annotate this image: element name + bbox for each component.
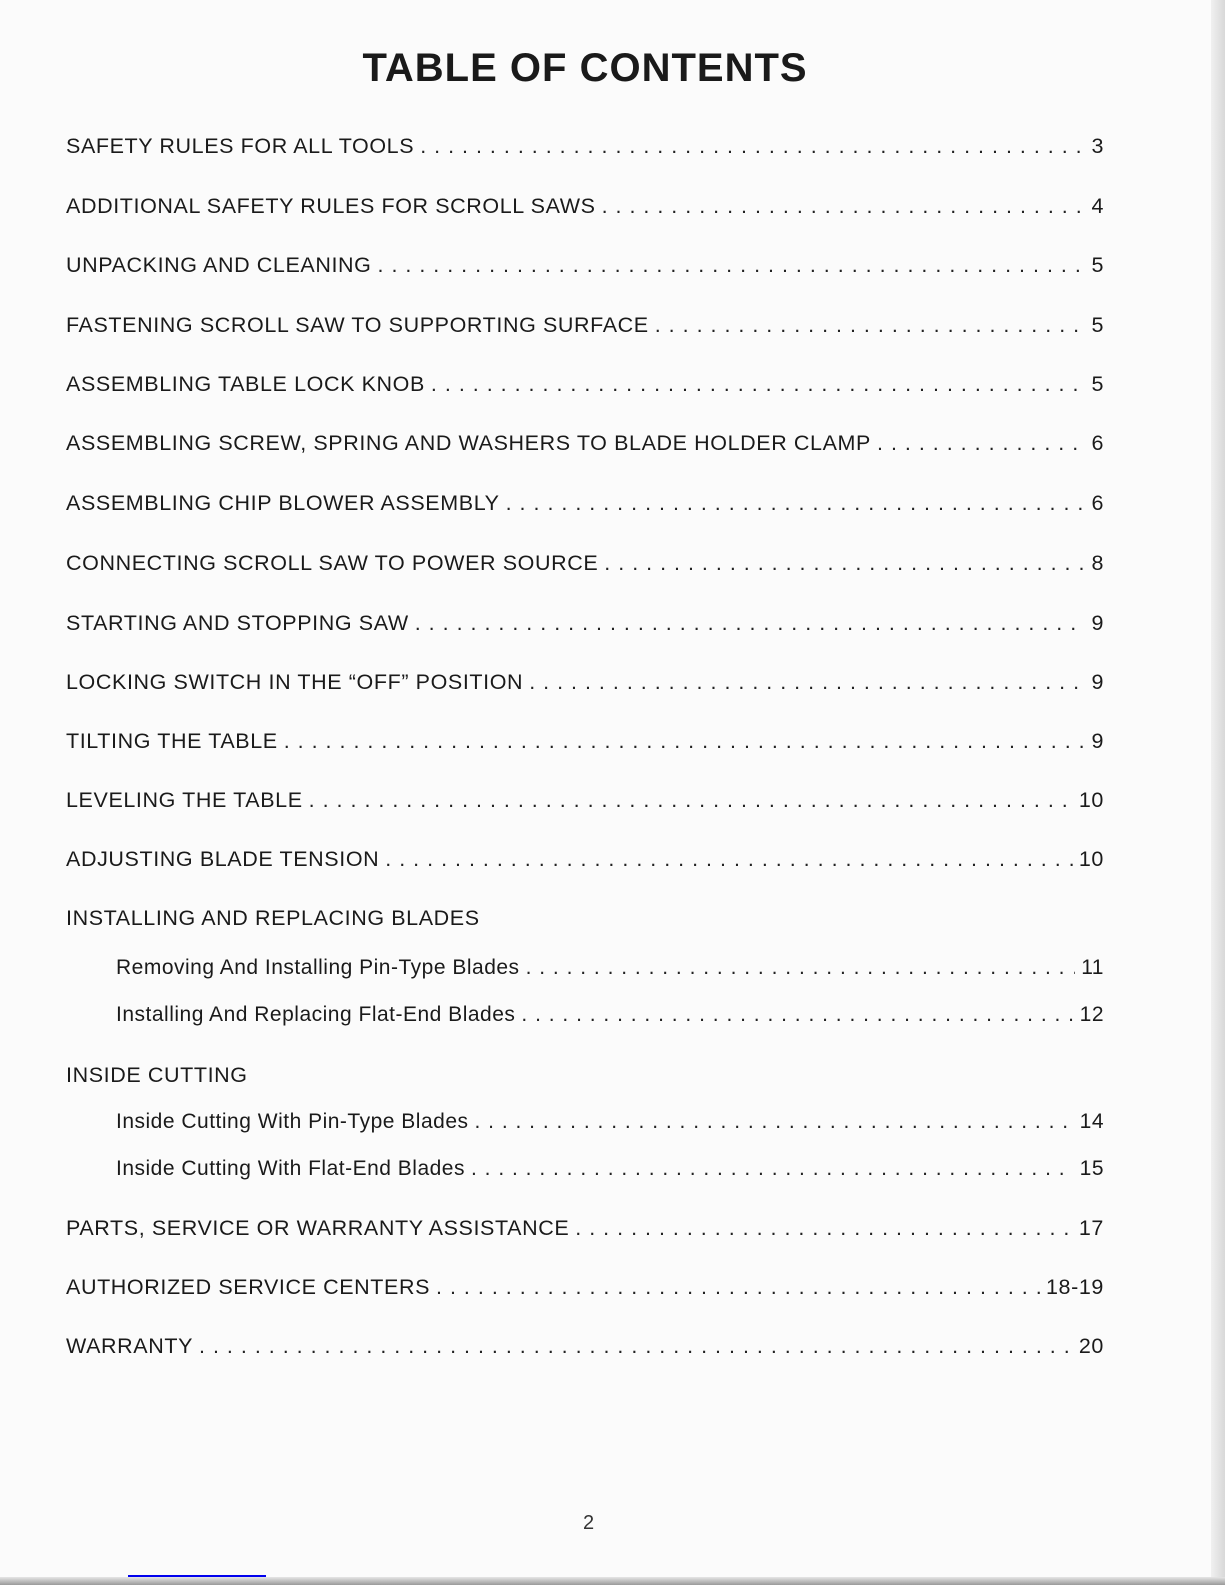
toc-entry-label: ASSEMBLING SCREW, SPRING AND WASHERS TO BLADE HOLDER CLAMP — [66, 431, 871, 455]
dot-leader — [604, 551, 1085, 576]
toc-entry-page: 5 — [1091, 313, 1104, 337]
dot-leader — [471, 1157, 1074, 1181]
toc-entry-page: 10 — [1078, 847, 1104, 871]
page-number: 2 — [583, 1512, 595, 1534]
toc-entry-page: 4 — [1091, 194, 1104, 218]
dot-leader — [415, 611, 1086, 636]
toc-entry — [66, 788, 1104, 816]
toc-entry — [66, 313, 1104, 341]
toc-section-heading — [66, 1063, 1104, 1091]
toc-entry — [66, 194, 1104, 222]
dot-leader — [877, 431, 1085, 456]
toc-entry — [66, 372, 1104, 400]
toc-entry-label: LOCKING SWITCH IN THE “OFF” POSITION — [66, 670, 524, 694]
toc-entry-label: Installing And Replacing Flat-End Blades — [116, 1003, 516, 1026]
toc-entry-label: WARRANTY — [66, 1334, 194, 1358]
toc-entry-label: INSIDE CUTTING — [66, 1063, 248, 1087]
toc-entry-label: LEVELING THE TABLE — [66, 788, 303, 812]
toc-entry-page: 8 — [1091, 551, 1104, 575]
dot-leader — [309, 788, 1073, 813]
scan-artifact-line — [128, 1575, 266, 1577]
toc-entry-page: 17 — [1078, 1216, 1104, 1240]
toc-entry-label: PARTS, SERVICE OR WARRANTY ASSISTANCE — [66, 1216, 570, 1240]
dot-leader — [475, 1110, 1074, 1134]
toc-section-heading — [66, 906, 1104, 934]
dot-leader — [436, 1275, 1040, 1300]
toc-entry — [66, 253, 1104, 281]
toc-entry — [66, 134, 1104, 162]
toc-entry-page: 3 — [1091, 134, 1104, 158]
toc-entry-label: INSTALLING AND REPLACING BLADES — [66, 906, 480, 930]
toc-entry-page: 20 — [1078, 1334, 1104, 1358]
toc-entry-label: SAFETY RULES FOR ALL TOOLS — [66, 134, 415, 158]
dot-leader — [378, 253, 1086, 278]
toc-entry-page: 18-19 — [1046, 1275, 1104, 1299]
toc-entry-page: 9 — [1091, 729, 1104, 753]
toc-entry-label: TILTING THE TABLE — [66, 729, 278, 753]
toc-entry — [116, 1110, 1104, 1138]
toc-entry-label: ADJUSTING BLADE TENSION — [66, 847, 380, 871]
toc-entry — [66, 1216, 1104, 1244]
toc-entry-page: 14 — [1079, 1110, 1104, 1133]
toc-entry — [66, 847, 1104, 875]
toc-entry-label: ASSEMBLING TABLE LOCK KNOB — [66, 372, 425, 396]
toc-entry-label: STARTING AND STOPPING SAW — [66, 611, 409, 635]
toc-entry-label: CONNECTING SCROLL SAW TO POWER SOURCE — [66, 551, 599, 575]
toc-entry-page: 9 — [1091, 670, 1104, 694]
toc-entry-label: ASSEMBLING CHIP BLOWER ASSEMBLY — [66, 491, 500, 515]
dot-leader — [526, 956, 1076, 980]
dot-leader — [420, 134, 1085, 159]
dot-leader — [506, 491, 1086, 516]
toc-entry-label: ADDITIONAL SAFETY RULES FOR SCROLL SAWS — [66, 194, 596, 218]
toc-entry-label: AUTHORIZED SERVICE CENTERS — [66, 1275, 431, 1299]
dot-leader — [602, 194, 1086, 219]
toc-entry — [66, 1334, 1104, 1362]
toc-entry-page: 6 — [1091, 491, 1104, 515]
toc-entry — [116, 1003, 1104, 1031]
toc-entry-label: Inside Cutting With Pin-Type Blades — [116, 1110, 469, 1133]
toc-entry — [66, 670, 1104, 698]
toc-entry — [66, 729, 1104, 757]
scan-bottom-edge — [0, 1577, 1225, 1585]
toc-entry-page: 15 — [1079, 1157, 1104, 1180]
toc-entry — [116, 956, 1104, 984]
toc-entry-page: 11 — [1081, 956, 1104, 979]
dot-leader — [655, 313, 1086, 338]
dot-leader — [199, 1334, 1073, 1359]
dot-leader — [284, 729, 1086, 754]
toc-entry-label: UNPACKING AND CLEANING — [66, 253, 372, 277]
page-title: TABLE OF CONTENTS — [362, 46, 808, 90]
toc-entry-page: 5 — [1091, 253, 1104, 277]
dot-leader — [521, 1003, 1073, 1027]
toc-entry-page: 9 — [1091, 611, 1104, 635]
dot-leader — [529, 670, 1085, 695]
page-edge — [1211, 0, 1225, 1585]
dot-leader — [575, 1216, 1073, 1241]
toc-entry — [66, 1275, 1104, 1303]
toc-entry-label: Inside Cutting With Flat-End Blades — [116, 1157, 465, 1180]
toc-entry — [66, 551, 1104, 579]
toc-entry-page: 10 — [1078, 788, 1104, 812]
toc-entry — [66, 491, 1104, 519]
dot-leader — [385, 847, 1073, 872]
toc-entry-page: 5 — [1091, 372, 1104, 396]
toc-entry-label: Removing And Installing Pin-Type Blades — [116, 956, 520, 979]
toc-entry — [66, 611, 1104, 639]
dot-leader — [431, 372, 1086, 397]
toc-entry-page: 12 — [1079, 1003, 1104, 1026]
toc-entry — [116, 1157, 1104, 1185]
toc-entry — [66, 431, 1104, 459]
toc-entry-page: 6 — [1091, 431, 1104, 455]
toc-entry-label: FASTENING SCROLL SAW TO SUPPORTING SURFACE — [66, 313, 649, 337]
